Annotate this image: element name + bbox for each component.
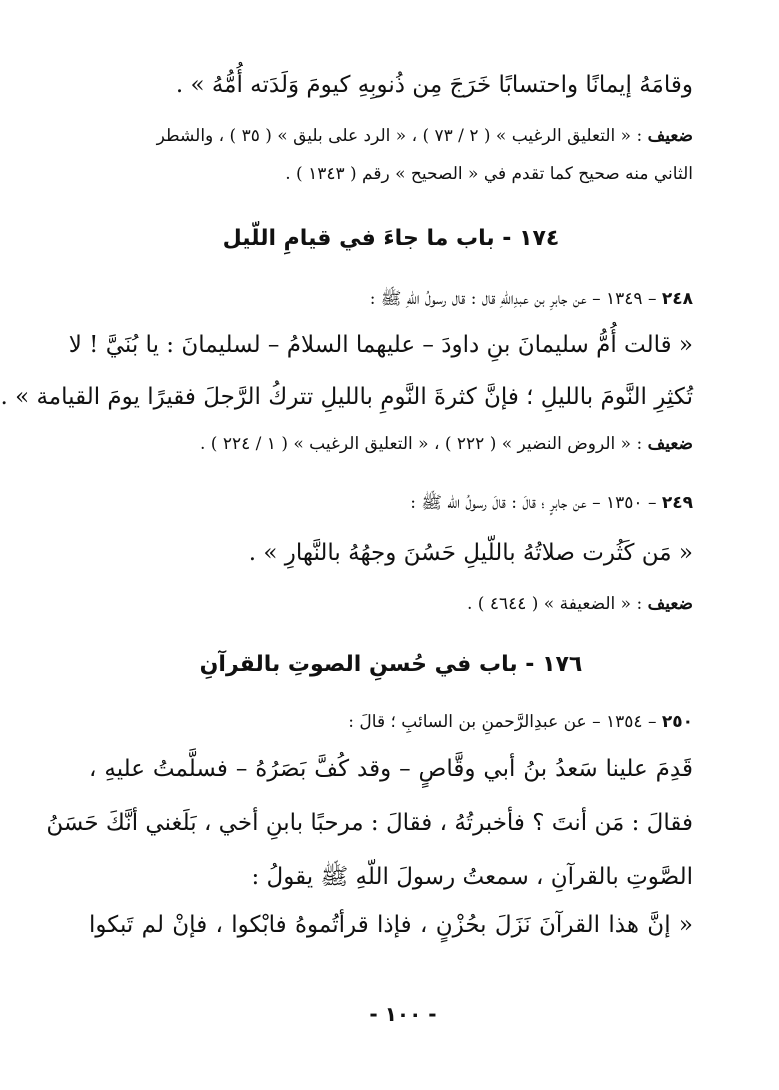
- hadith-249-grade: [89, 594, 693, 614]
- grade-label: ضعيف: [647, 594, 693, 614]
- hadith-248-grade: [89, 434, 693, 454]
- grade-text: : « الضعيفة » ( ٤٦٤٤ ) .: [466, 594, 643, 614]
- isnad-text: – ١٣٥٤ – عن عبدِالرَّحمنِ بن السائبِ ؛ قالَ :: [348, 712, 657, 732]
- hadith-249-matn: « مَن كَثُرت صلاتُهُ باللّيلِ حَسُنَ وجهُهُ بالنَّهارِ » .: [248, 540, 693, 566]
- hadith-249-isnad: [89, 492, 693, 517]
- isnad-text: – ١٣٤٩ – عن جابرِ بن عبدِاللهِ قال : قال رسولُ اللهِ ﷺ :: [369, 289, 657, 309]
- chapter-176-title: ١٧٦ - باب في حُسنِ الصوتِ بالقرآنِ: [199, 652, 583, 677]
- chapter-174-title: ١٧٤ - باب ما جاءَ في قيامِ اللّيل: [222, 226, 560, 251]
- hadith-number: ٢٤٨: [661, 289, 693, 309]
- hadith-prev-line1: وقامَهُ إيمانًا واحتسابًا خَرَجَ مِن ذُنوبِهِ كيومَ وَلَدَته أُمُّهُ » .: [175, 72, 693, 98]
- hadith-248-matn2: تُكثِرِ النَّومَ بالليلِ ؛ فإنَّ كثرةَ النَّومِ بالليلِ تتركُ الرَّجلَ فقيرًا يومَ القيامة » .: [0, 384, 693, 410]
- grade-text: : « الروض النضير » ( ٢٢٢ ) ، « التعليق الرغيب » ( ١ / ٢٢٤ ) .: [200, 434, 643, 454]
- hadith-248-isnad: [89, 288, 693, 313]
- hadith-250-isnad: [89, 712, 693, 732]
- hadith-prev-grade-line1: [89, 126, 693, 146]
- grade-label: ضعيف: [647, 126, 693, 146]
- hadith-250-line1: قَدِمَ علينا سَعدُ بنُ أبي وقَّاصٍ – وقد كُفَّ بَصَرُهُ – فسلَّمتُ عليهِ ،: [89, 756, 693, 782]
- hadith-250-line4: « إنَّ هذا القرآنَ نَزَلَ بحُزْنٍ ، فإذا قرأتُموهُ فابْكوا ، فإنْ لم تَبكوا: [89, 912, 693, 938]
- hadith-number: ٢٥٠: [661, 712, 693, 732]
- hadith-250-line3: الصَّوتِ بالقرآنِ ، سمعتُ رسولَ اللّهِ ﷺ يقولُ :: [251, 864, 693, 890]
- grade-text: : « التعليق الرغيب » ( ٢ / ٧٣ ) ، « الرد على بليق » ( ٣٥ ) ، والشطر: [156, 126, 643, 146]
- hadith-prev-grade-line2: الثاني منه صحيح كما تقدم في « الصحيح » رقم ( ١٣٤٣ ) .: [285, 164, 693, 184]
- hadith-number: ٢٤٩: [661, 493, 693, 513]
- hadith-250-line2: فقالَ : مَن أنتَ ؟ فأخبرتُهُ ، فقالَ : مرحبًا بابنِ أخي ، بَلَغني أنَّكَ حَسَنُ: [46, 810, 693, 836]
- hadith-248-matn1: « قالت أُمُّ سليمانَ بنِ داودَ – عليهما السلامُ – لسليمانَ : يا بُنَيَّ ! لا: [68, 332, 693, 358]
- grade-label: ضعيف: [647, 434, 693, 454]
- isnad-text: – ١٣٥٠ – عن جابرٍ ؛ قالَ : قالَ رسولُ اللّه ﷺ :: [410, 493, 657, 513]
- page-number: - ١٠٠ -: [369, 1002, 437, 1026]
